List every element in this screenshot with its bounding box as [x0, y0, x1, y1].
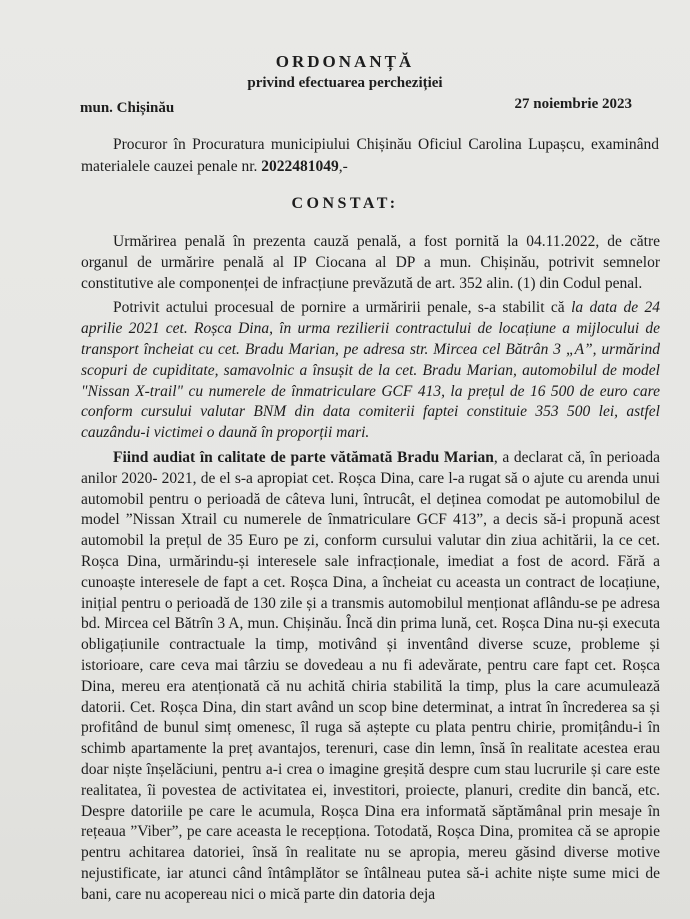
intro-paragraph — [81, 134, 659, 178]
paragraph-initiation: Urmărirea penală în prezenta cauză penală, a fost pornită la 04.11.2022, de către organul de urmărire penală al IP Ciocana al DP a mun. Chișinău, potrivit semnelor constitutive ale componenței de infracțiune prevăzută de art. 352 alin. (1) din Codul penal. — [81, 233, 660, 292]
document-date: 27 noiembrie 2023 — [514, 96, 632, 112]
paragraph-testimony-text: , a declarat că, în perioada anilor 2020- 2021, de el s-a apropiat cet. Roșca Dina, care l-a rugat să o ajute cu arenda unui automobil pentru o perioadă de câteva luni, întrucât, el deținea comodat pe automobilul de model ”Nissan Xtrail cu numerele de înmatriculare GCF 413”, a decis să-i propună acest automobil la prețul de 35 Euro pe zi, conform cursului valutar din ziua achitării, la ce cet. Roșca Dina, urmărindu-și interesele sale infracționale, imediat a fost de acord. Fără a cunoaște interesele de fapt a cet. Roșca Dina, a încheiat cu aceasta un contract de locațiune, inițial pentru o perioadă de 130 zile și a transmis automobilul menționat aflându-se pe adresa bd. Mircea cel Bătrîn 3 A, mun. Chișinău. Încă din prima lună, cet. Roșca Dina nu-și executa obligațiunile contractuale la timp, motivând și inventând diverse scuze, probleme și istorioare, care ceva mai târziu se dovedeau a nu fi adevărate, pentru care fapt cet. Roșca Dina, mereu era atenționată că nu achită chiria stabilită la timp, plus la care acumulează datorii. Cet. Roșca Dina, din start având un scop bine determinat, a intrat în încrederea sa și profitând de bunul simț omenesc, îl ruga să aștepte cu plata pentru chirie, promițându-i în schimb apartamente la preț avantajos, terenuri, case din lemn, însă în realitate acestea erau doar niște înșelăciuni, pentru a-i crea o imagine greșită despre cum stau lucrurile și care este realitatea, îi povestea de activitatea ei, investitori, proiecte, planuri, credite din bancă, etc. Despre datoriile pe care le acumula, Roșca Dina era informată săptămânal prin mesaje în rețeaua ”Viber”, pe care aceasta le recepționa. Totodată, Roșca Dina, promitea că se apropie pentru achitarea datoriei, însă în realitate nu se apropia, mereu găsind diverse motive nejustificate, iar atunci când întâmplător se întâlneau putea să-i achite niște sume mici de bani, care nu acopereau nici o mică parte din datoria deja — [81, 448, 660, 903]
paragraph-testimony-bold: Fiind audiat în calitate de parte vătămată Bradu Marian — [113, 448, 494, 466]
document-body — [81, 232, 660, 906]
case-number: 2022481049 — [261, 158, 339, 175]
paragraph-finding — [81, 298, 660, 444]
document-place: mun. Chișinău — [80, 100, 175, 116]
intro-suffix: ,- — [338, 158, 348, 175]
section-heading: CONSTAT: — [291, 195, 399, 212]
document-title: ORDONANȚĂ — [275, 52, 415, 71]
paragraph-testimony — [81, 448, 660, 906]
document-subtitle: privind efectuarea percheziției — [247, 75, 443, 91]
paragraph-finding-lead: Potrivit actului procesual de pornire a urmăririi penale, s-a stabilit că — [113, 299, 572, 317]
paragraph-finding-italic: la data de 24 aprilie 2021 cet. Roșca Dina, în urma rezilierii contractului de locațiune a mijlocului de transport încheiat cu cet. Bradu Marian, pe adresa str. Mircea cel Bătrân 3 „A”, urmărind scopuri de cupiditate, samavolnic a însușit de la cet. Bradu Marian, automobilul de model "Nissan X-trail" cu numerele de înmatriculare GCF 413, la prețul de 16 500 de euro care conform cursului valutar BNM din data comiterii faptei constituie 353 500 lei, astfel cauzându-i victimei o daună în proporții mari. — [81, 299, 660, 442]
intro-text: Procuror în Procuratura municipiului Chișinău Oficiul Carolina Lupașcu, examinând materialele cauzei penale nr. — [81, 136, 659, 175]
